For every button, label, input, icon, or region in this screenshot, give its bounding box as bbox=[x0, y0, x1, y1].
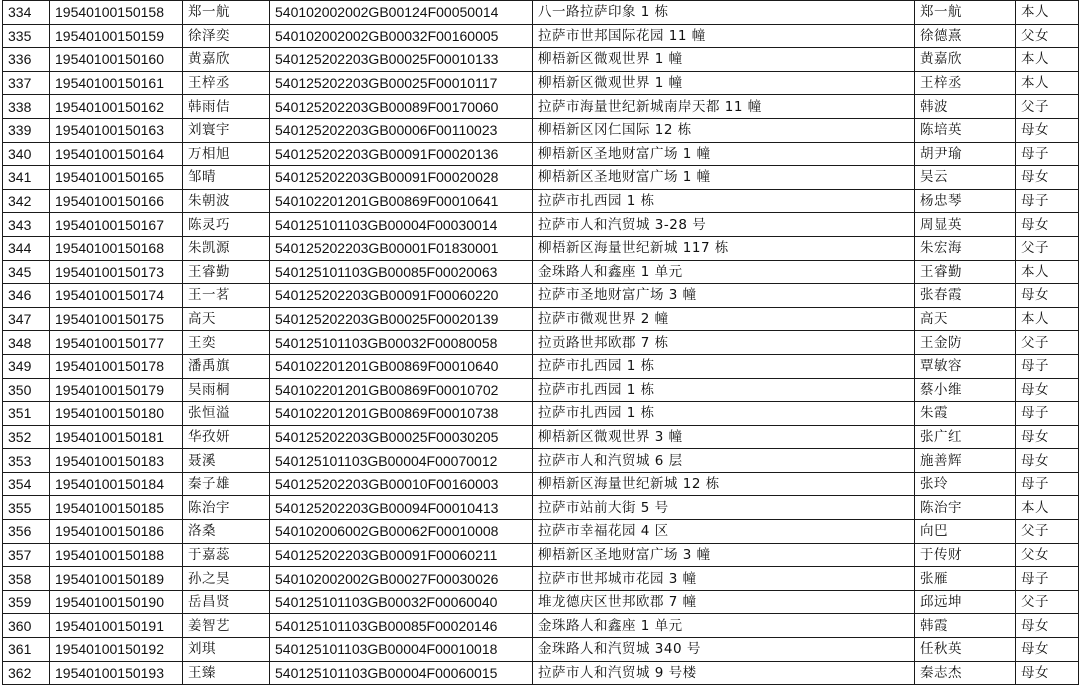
address-code-cell: 540125202203GB00025F00030205 bbox=[270, 425, 533, 449]
table-row bbox=[3, 48, 1079, 72]
guardian-name-cell: 覃敏容 bbox=[915, 354, 1016, 378]
guardian-name-cell: 蔡小维 bbox=[915, 378, 1016, 402]
address-code-cell: 540102002002GB00027F00030026 bbox=[270, 567, 533, 591]
table-row bbox=[3, 260, 1079, 284]
address-code-cell: 540125101103GB00004F00030014 bbox=[270, 213, 533, 237]
student-id-cell: 19540100150164 bbox=[50, 142, 183, 166]
address-code-cell: 540125202203GB00091F00020136 bbox=[270, 142, 533, 166]
student-name-cell: 朱朝波 bbox=[183, 189, 270, 213]
table-row bbox=[3, 472, 1079, 496]
address-cell: 拉贡路世邦欧郡 7 栋 bbox=[533, 331, 915, 355]
guardian-name-cell: 邱远坤 bbox=[915, 590, 1016, 614]
row-number-cell: 353 bbox=[3, 449, 50, 473]
student-name-cell: 刘寰宇 bbox=[183, 118, 270, 142]
table-row bbox=[3, 520, 1079, 544]
address-cell: 柳梧新区海量世纪新城 117 栋 bbox=[533, 236, 915, 260]
address-cell: 拉萨市扎西园 1 栋 bbox=[533, 378, 915, 402]
row-number-cell: 342 bbox=[3, 189, 50, 213]
guardian-name-cell: 陈治宇 bbox=[915, 496, 1016, 520]
relation-cell: 母女 bbox=[1016, 614, 1079, 638]
student-name-cell: 黄嘉欣 bbox=[183, 48, 270, 72]
guardian-name-cell: 王梓丞 bbox=[915, 71, 1016, 95]
address-cell: 拉萨市圣地财富广场 3 幢 bbox=[533, 284, 915, 308]
roster-body bbox=[3, 1, 1079, 685]
table-row bbox=[3, 425, 1079, 449]
relation-cell: 本人 bbox=[1016, 71, 1079, 95]
guardian-name-cell: 于传财 bbox=[915, 543, 1016, 567]
address-cell: 拉萨市人和汽贸城 6 层 bbox=[533, 449, 915, 473]
student-id-cell: 19540100150184 bbox=[50, 472, 183, 496]
row-number-cell: 357 bbox=[3, 543, 50, 567]
relation-cell: 父子 bbox=[1016, 590, 1079, 614]
guardian-name-cell: 张雁 bbox=[915, 567, 1016, 591]
guardian-name-cell: 秦志杰 bbox=[915, 661, 1016, 685]
address-cell: 金珠路人和汽贸城 340 号 bbox=[533, 638, 915, 662]
student-name-cell: 洛桑 bbox=[183, 520, 270, 544]
address-code-cell: 540125101103GB00004F00060015 bbox=[270, 661, 533, 685]
address-code-cell: 540125101103GB00004F00010018 bbox=[270, 638, 533, 662]
student-id-cell: 19540100150177 bbox=[50, 331, 183, 355]
student-id-cell: 19540100150165 bbox=[50, 166, 183, 190]
relation-cell: 母女 bbox=[1016, 425, 1079, 449]
relation-cell: 母女 bbox=[1016, 449, 1079, 473]
table-row bbox=[3, 331, 1079, 355]
address-code-cell: 540125202203GB00091F00020028 bbox=[270, 166, 533, 190]
student-name-cell: 王臻 bbox=[183, 661, 270, 685]
address-code-cell: 540125101103GB00004F00070012 bbox=[270, 449, 533, 473]
address-code-cell: 540102006002GB00062F00010008 bbox=[270, 520, 533, 544]
student-id-cell: 19540100150162 bbox=[50, 95, 183, 119]
student-id-cell: 19540100150191 bbox=[50, 614, 183, 638]
address-code-cell: 540102201201GB00869F00010641 bbox=[270, 189, 533, 213]
address-code-cell: 540125101103GB00032F00080058 bbox=[270, 331, 533, 355]
row-number-cell: 361 bbox=[3, 638, 50, 662]
student-name-cell: 王梓丞 bbox=[183, 71, 270, 95]
table-row bbox=[3, 1, 1079, 25]
guardian-name-cell: 杨忠琴 bbox=[915, 189, 1016, 213]
guardian-name-cell: 韩波 bbox=[915, 95, 1016, 119]
relation-cell: 母女 bbox=[1016, 638, 1079, 662]
guardian-name-cell: 向巴 bbox=[915, 520, 1016, 544]
table-row bbox=[3, 449, 1079, 473]
row-number-cell: 346 bbox=[3, 284, 50, 308]
address-cell: 柳梧新区海量世纪新城 12 栋 bbox=[533, 472, 915, 496]
row-number-cell: 339 bbox=[3, 118, 50, 142]
student-id-cell: 19540100150193 bbox=[50, 661, 183, 685]
student-name-cell: 孙之昊 bbox=[183, 567, 270, 591]
table-row bbox=[3, 543, 1079, 567]
student-id-cell: 19540100150178 bbox=[50, 354, 183, 378]
relation-cell: 本人 bbox=[1016, 260, 1079, 284]
relation-cell: 父子 bbox=[1016, 236, 1079, 260]
address-code-cell: 540125202203GB00091F00060211 bbox=[270, 543, 533, 567]
student-name-cell: 姜智艺 bbox=[183, 614, 270, 638]
row-number-cell: 359 bbox=[3, 590, 50, 614]
student-name-cell: 高天 bbox=[183, 307, 270, 331]
row-number-cell: 341 bbox=[3, 166, 50, 190]
address-cell: 拉萨市海量世纪新城南岸天都 11 幢 bbox=[533, 95, 915, 119]
student-id-cell: 19540100150167 bbox=[50, 213, 183, 237]
relation-cell: 本人 bbox=[1016, 307, 1079, 331]
address-cell: 拉萨市扎西园 1 栋 bbox=[533, 189, 915, 213]
relation-cell: 母子 bbox=[1016, 567, 1079, 591]
table-row bbox=[3, 71, 1079, 95]
address-cell: 金珠路人和鑫座 1 单元 bbox=[533, 260, 915, 284]
student-id-cell: 19540100150192 bbox=[50, 638, 183, 662]
address-cell: 柳梧新区圣地财富广场 1 幢 bbox=[533, 166, 915, 190]
student-name-cell: 王睿勤 bbox=[183, 260, 270, 284]
row-number-cell: 345 bbox=[3, 260, 50, 284]
table-row bbox=[3, 24, 1079, 48]
relation-cell: 母女 bbox=[1016, 166, 1079, 190]
relation-cell: 本人 bbox=[1016, 48, 1079, 72]
row-number-cell: 355 bbox=[3, 496, 50, 520]
student-id-cell: 19540100150180 bbox=[50, 402, 183, 426]
relation-cell: 母女 bbox=[1016, 213, 1079, 237]
relation-cell: 母子 bbox=[1016, 472, 1079, 496]
guardian-name-cell: 王金防 bbox=[915, 331, 1016, 355]
student-id-cell: 19540100150185 bbox=[50, 496, 183, 520]
address-cell: 拉萨市微观世界 2 幢 bbox=[533, 307, 915, 331]
relation-cell: 母子 bbox=[1016, 189, 1079, 213]
address-code-cell: 540125202203GB00006F00110023 bbox=[270, 118, 533, 142]
student-name-cell: 陈灵巧 bbox=[183, 213, 270, 237]
relation-cell: 父女 bbox=[1016, 543, 1079, 567]
address-cell: 拉萨市站前大街 5 号 bbox=[533, 496, 915, 520]
student-id-cell: 19540100150188 bbox=[50, 543, 183, 567]
student-name-cell: 郑一航 bbox=[183, 1, 270, 25]
relation-cell: 母女 bbox=[1016, 661, 1079, 685]
student-name-cell: 陈治宇 bbox=[183, 496, 270, 520]
guardian-name-cell: 周显英 bbox=[915, 213, 1016, 237]
row-number-cell: 350 bbox=[3, 378, 50, 402]
row-number-cell: 358 bbox=[3, 567, 50, 591]
address-cell: 拉萨市人和汽贸城 9 号楼 bbox=[533, 661, 915, 685]
address-cell: 拉萨市人和汽贸城 3-28 号 bbox=[533, 213, 915, 237]
address-cell: 拉萨市世邦城市花园 3 幢 bbox=[533, 567, 915, 591]
address-code-cell: 540125202203GB00094F00010413 bbox=[270, 496, 533, 520]
relation-cell: 母女 bbox=[1016, 118, 1079, 142]
guardian-name-cell: 高天 bbox=[915, 307, 1016, 331]
guardian-name-cell: 朱霞 bbox=[915, 402, 1016, 426]
address-cell: 拉萨市幸福花园 4 区 bbox=[533, 520, 915, 544]
relation-cell: 父女 bbox=[1016, 24, 1079, 48]
address-cell: 金珠路人和鑫座 1 单元 bbox=[533, 614, 915, 638]
row-number-cell: 362 bbox=[3, 661, 50, 685]
row-number-cell: 334 bbox=[3, 1, 50, 25]
address-cell: 柳梧新区微观世界 1 幢 bbox=[533, 71, 915, 95]
row-number-cell: 348 bbox=[3, 331, 50, 355]
row-number-cell: 338 bbox=[3, 95, 50, 119]
student-name-cell: 聂溪 bbox=[183, 449, 270, 473]
guardian-name-cell: 张玲 bbox=[915, 472, 1016, 496]
row-number-cell: 336 bbox=[3, 48, 50, 72]
student-name-cell: 吴雨桐 bbox=[183, 378, 270, 402]
address-code-cell: 540125202203GB00025F00020139 bbox=[270, 307, 533, 331]
relation-cell: 母女 bbox=[1016, 378, 1079, 402]
student-name-cell: 于嘉蕊 bbox=[183, 543, 270, 567]
table-row bbox=[3, 567, 1079, 591]
guardian-name-cell: 陈培英 bbox=[915, 118, 1016, 142]
row-number-cell: 337 bbox=[3, 71, 50, 95]
guardian-name-cell: 吴云 bbox=[915, 166, 1016, 190]
address-code-cell: 540125101103GB00085F00020146 bbox=[270, 614, 533, 638]
student-id-cell: 19540100150168 bbox=[50, 236, 183, 260]
student-id-cell: 19540100150174 bbox=[50, 284, 183, 308]
address-cell: 拉萨市世邦国际花园 11 幢 bbox=[533, 24, 915, 48]
student-id-cell: 19540100150186 bbox=[50, 520, 183, 544]
relation-cell: 父子 bbox=[1016, 331, 1079, 355]
student-name-cell: 徐泽奕 bbox=[183, 24, 270, 48]
table-row bbox=[3, 614, 1079, 638]
student-name-cell: 华孜妍 bbox=[183, 425, 270, 449]
address-code-cell: 540125101103GB00085F00020063 bbox=[270, 260, 533, 284]
guardian-name-cell: 张广红 bbox=[915, 425, 1016, 449]
row-number-cell: 360 bbox=[3, 614, 50, 638]
table-row bbox=[3, 638, 1079, 662]
guardian-name-cell: 施善辉 bbox=[915, 449, 1016, 473]
address-cell: 拉萨市扎西园 1 栋 bbox=[533, 354, 915, 378]
row-number-cell: 335 bbox=[3, 24, 50, 48]
table-row bbox=[3, 354, 1079, 378]
guardian-name-cell: 徐德熹 bbox=[915, 24, 1016, 48]
address-code-cell: 540102201201GB00869F00010738 bbox=[270, 402, 533, 426]
student-name-cell: 秦子雄 bbox=[183, 472, 270, 496]
student-name-cell: 刘琪 bbox=[183, 638, 270, 662]
student-id-cell: 19540100150159 bbox=[50, 24, 183, 48]
address-cell: 堆龙德庆区世邦欧郡 7 幢 bbox=[533, 590, 915, 614]
relation-cell: 父子 bbox=[1016, 520, 1079, 544]
relation-cell: 本人 bbox=[1016, 1, 1079, 25]
row-number-cell: 354 bbox=[3, 472, 50, 496]
relation-cell: 母子 bbox=[1016, 354, 1079, 378]
guardian-name-cell: 王睿勤 bbox=[915, 260, 1016, 284]
student-id-cell: 19540100150175 bbox=[50, 307, 183, 331]
guardian-name-cell: 任秋英 bbox=[915, 638, 1016, 662]
student-name-cell: 张恒溢 bbox=[183, 402, 270, 426]
row-number-cell: 347 bbox=[3, 307, 50, 331]
table-row bbox=[3, 661, 1079, 685]
address-cell: 柳梧新区冈仁国际 12 栋 bbox=[533, 118, 915, 142]
relation-cell: 母子 bbox=[1016, 142, 1079, 166]
table-row bbox=[3, 307, 1079, 331]
table-row bbox=[3, 284, 1079, 308]
address-code-cell: 540102002002GB00032F00160005 bbox=[270, 24, 533, 48]
address-code-cell: 540102201201GB00869F00010702 bbox=[270, 378, 533, 402]
row-number-cell: 356 bbox=[3, 520, 50, 544]
address-code-cell: 540125202203GB00089F00170060 bbox=[270, 95, 533, 119]
address-cell: 柳梧新区微观世界 3 幢 bbox=[533, 425, 915, 449]
student-roster-table bbox=[2, 0, 1079, 685]
student-id-cell: 19540100150190 bbox=[50, 590, 183, 614]
table-row bbox=[3, 402, 1079, 426]
table-row bbox=[3, 142, 1079, 166]
table-row bbox=[3, 213, 1079, 237]
address-code-cell: 540102002002GB00124F00050014 bbox=[270, 1, 533, 25]
student-name-cell: 韩雨佶 bbox=[183, 95, 270, 119]
relation-cell: 母女 bbox=[1016, 284, 1079, 308]
student-id-cell: 19540100150163 bbox=[50, 118, 183, 142]
student-id-cell: 19540100150189 bbox=[50, 567, 183, 591]
guardian-name-cell: 郑一航 bbox=[915, 1, 1016, 25]
address-code-cell: 540125202203GB00025F00010133 bbox=[270, 48, 533, 72]
student-id-cell: 19540100150173 bbox=[50, 260, 183, 284]
table-row bbox=[3, 236, 1079, 260]
row-number-cell: 351 bbox=[3, 402, 50, 426]
table-row bbox=[3, 590, 1079, 614]
student-name-cell: 王一茗 bbox=[183, 284, 270, 308]
address-code-cell: 540125202203GB00091F00060220 bbox=[270, 284, 533, 308]
student-name-cell: 朱凯源 bbox=[183, 236, 270, 260]
address-cell: 柳梧新区微观世界 1 幢 bbox=[533, 48, 915, 72]
address-code-cell: 540125202203GB00001F01830001 bbox=[270, 236, 533, 260]
guardian-name-cell: 黄嘉欣 bbox=[915, 48, 1016, 72]
student-id-cell: 19540100150158 bbox=[50, 1, 183, 25]
address-code-cell: 540125101103GB00032F00060040 bbox=[270, 590, 533, 614]
address-cell: 拉萨市扎西园 1 栋 bbox=[533, 402, 915, 426]
address-code-cell: 540125202203GB00025F00010117 bbox=[270, 71, 533, 95]
student-id-cell: 19540100150160 bbox=[50, 48, 183, 72]
guardian-name-cell: 朱宏海 bbox=[915, 236, 1016, 260]
table-row bbox=[3, 95, 1079, 119]
address-cell: 八一路拉萨印象 1 栋 bbox=[533, 1, 915, 25]
student-id-cell: 19540100150161 bbox=[50, 71, 183, 95]
student-name-cell: 岳昌贤 bbox=[183, 590, 270, 614]
row-number-cell: 340 bbox=[3, 142, 50, 166]
student-id-cell: 19540100150166 bbox=[50, 189, 183, 213]
table-row bbox=[3, 378, 1079, 402]
address-code-cell: 540102201201GB00869F00010640 bbox=[270, 354, 533, 378]
address-cell: 柳梧新区圣地财富广场 1 幢 bbox=[533, 142, 915, 166]
student-id-cell: 19540100150183 bbox=[50, 449, 183, 473]
guardian-name-cell: 张春霞 bbox=[915, 284, 1016, 308]
address-code-cell: 540125202203GB00010F00160003 bbox=[270, 472, 533, 496]
table-row bbox=[3, 189, 1079, 213]
student-name-cell: 王奕 bbox=[183, 331, 270, 355]
student-id-cell: 19540100150179 bbox=[50, 378, 183, 402]
student-name-cell: 万相旭 bbox=[183, 142, 270, 166]
student-name-cell: 潘禹旗 bbox=[183, 354, 270, 378]
student-id-cell: 19540100150181 bbox=[50, 425, 183, 449]
table-row bbox=[3, 166, 1079, 190]
student-name-cell: 邹晴 bbox=[183, 166, 270, 190]
table-row bbox=[3, 118, 1079, 142]
relation-cell: 父子 bbox=[1016, 95, 1079, 119]
relation-cell: 母子 bbox=[1016, 402, 1079, 426]
table-row bbox=[3, 496, 1079, 520]
row-number-cell: 352 bbox=[3, 425, 50, 449]
row-number-cell: 343 bbox=[3, 213, 50, 237]
guardian-name-cell: 韩霞 bbox=[915, 614, 1016, 638]
relation-cell: 本人 bbox=[1016, 496, 1079, 520]
row-number-cell: 344 bbox=[3, 236, 50, 260]
address-cell: 柳梧新区圣地财富广场 3 幢 bbox=[533, 543, 915, 567]
guardian-name-cell: 胡尹瑜 bbox=[915, 142, 1016, 166]
row-number-cell: 349 bbox=[3, 354, 50, 378]
